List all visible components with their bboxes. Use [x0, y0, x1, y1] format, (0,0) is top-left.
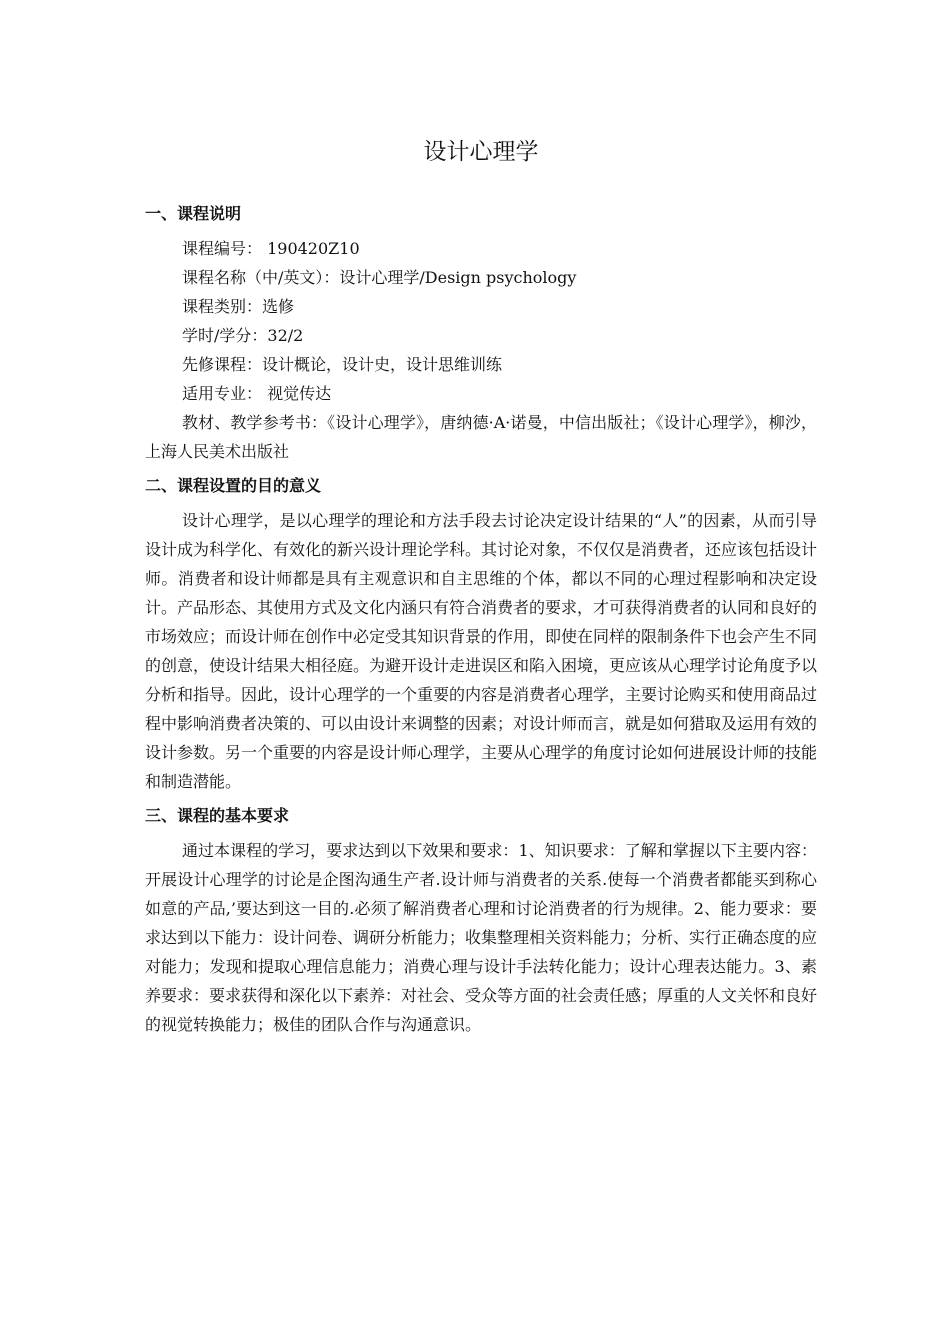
course-name-line: 课程名称（中/英文）：设计心理学/Design psychology: [182, 268, 577, 287]
applicable-major-line: 适用专业： 视觉传达: [182, 384, 332, 403]
requirements-paragraph: 通过本课程的学习，要求达到以下效果和要求：1、知识要求：了解和掌握以下主要内容：开展设计心理学的讨论是企图沟通生产者.设计师与消费者的关系.使每一个消费者都能买到称心如意的产品,’要达到这一目的.必须了解消费者心理和讨论消费者的行为规律。2、能力要求：要求达到以下能力：设计问卷、调研分析能力；收集整理相关资料能力；分析、实行正确态度的应对能力；发现和提取心理信息能力；消费心理与设计手法转化能力；设计心理表达能力。3、素养要求：要求获得和深化以下素养：对社会、受众等方面的社会责任感；厚重的人文关怀和良好的视觉转换能力；极佳的团队合作与沟通意识。: [145, 841, 818, 1034]
section-heading-course-description: 一、课程说明: [145, 204, 242, 223]
section-heading-purpose: 二、课程设置的目的意义: [145, 476, 322, 495]
document-title: 设计心理学: [423, 139, 539, 165]
course-code-line: 课程编号： 190420Z10: [182, 239, 360, 258]
hours-credits-line: 学时/学分：32/2: [182, 326, 304, 345]
course-info-list: [145, 234, 817, 408]
section-heading-requirements: 三、课程的基本要求: [145, 806, 290, 825]
document-page: [145, 134, 817, 1045]
purpose-paragraph: 设计心理学，是以心理学的理论和方法手段去讨论决定设计结果的“人”的因素，从而引导设计成为科学化、有效化的新兴设计理论学科。其讨论对象，不仅仅是消费者，还应该包括设计师。消费者和设计师都是具有主观意识和自主思维的个体，都以不同的心理过程影响和决定设计。产品形态、其使用方式及文化内涵只有符合消费者的要求，才可获得消费者的认同和良好的市场效应；而设计师在创作中必定受其知识背景的作用，即使在同样的限制条件下也会产生不同的创意，使设计结果大相径庭。为避开设计走进误区和陷入困境，更应该从心理学讨论角度予以分析和指导。因此，设计心理学的一个重要的内容是消费者心理学，主要讨论购买和使用商品过程中影响消费者决策的、可以由设计来调整的因素；对设计师而言，就是如何猎取及运用有效的设计参数。另一个重要的内容是设计师心理学，主要从心理学的角度讨论如何进展设计师的技能和制造潜能。: [145, 511, 818, 791]
prerequisites-line: 先修课程：设计概论，设计史，设计思维训练: [182, 355, 503, 374]
textbooks-paragraph: 教材、教学参考书：《设计心理学》，唐纳德·A·诺曼，中信出版社；《设计心理学》，柳沙，上海人民美术出版社: [145, 413, 817, 461]
course-type-line: 课程类别：选修: [182, 297, 295, 316]
